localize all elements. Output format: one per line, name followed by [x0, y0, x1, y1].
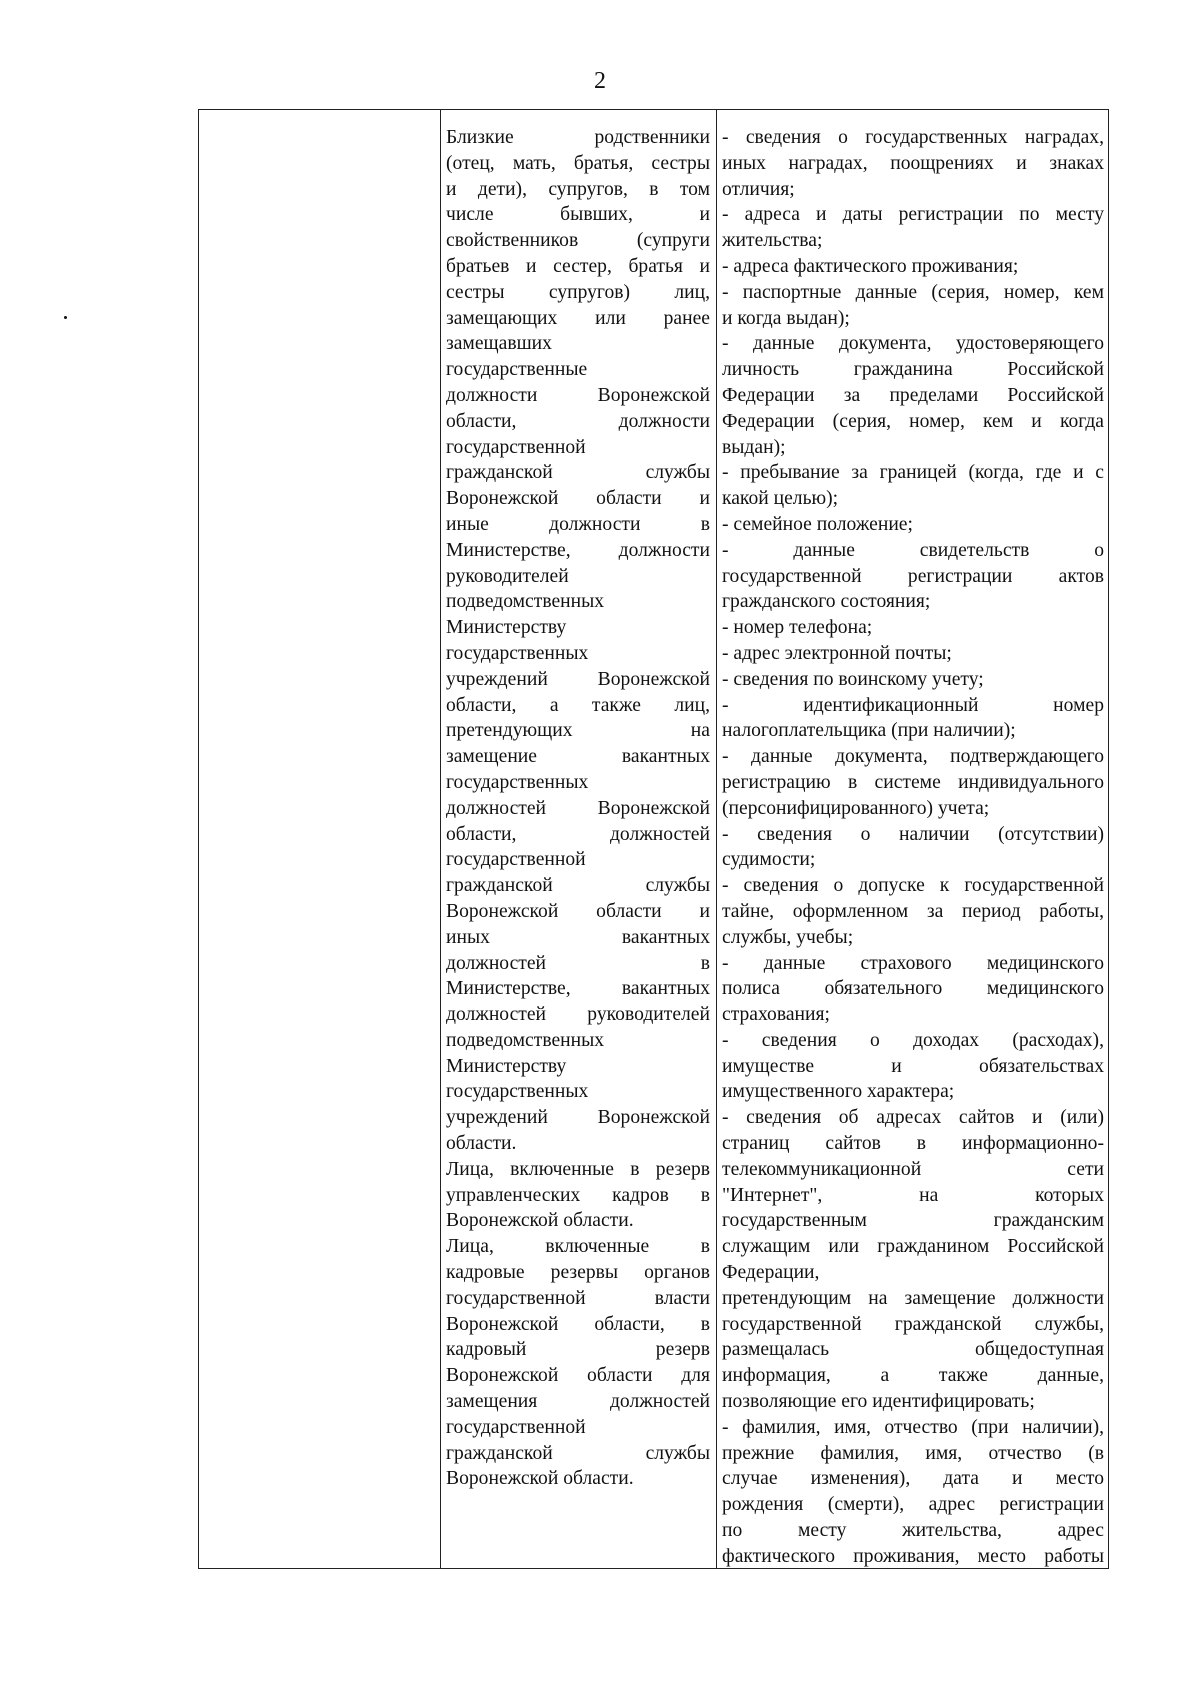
persons-text-line: руководителей	[446, 565, 569, 587]
data-text-line: - адрес электронной почты;	[722, 642, 952, 664]
data-text-line: - сведения по воинскому учету;	[722, 668, 984, 690]
data-text-line: рождения (смерти), адрес регистрации	[722, 1494, 1104, 1516]
persons-text-line: братьев и сестер, братья и	[446, 255, 710, 277]
data-text-line: государственной гражданской службы,	[722, 1313, 1104, 1335]
persons-text-line: управленческих кадров в	[446, 1184, 710, 1206]
data-text-line: служащим или гражданином Российской	[722, 1236, 1104, 1258]
data-text-line: налогоплательщика (при наличии);	[722, 720, 1016, 742]
persons-text-line: кадровые резервы органов	[446, 1262, 710, 1284]
data-text-line: жительства;	[722, 230, 823, 252]
data-text-line: - сведения о наличии (отсутствии)	[722, 823, 1104, 845]
data-text-line: прежние фамилия, имя, отчество (в	[722, 1442, 1104, 1464]
data-text-line: Федерации,	[722, 1262, 820, 1284]
data-column	[717, 110, 1108, 1568]
persons-text-line: замещавших	[446, 333, 552, 355]
data-text-line: отличия;	[722, 178, 795, 200]
persons-text-line: иные должности в	[446, 513, 710, 535]
persons-column	[441, 110, 717, 1568]
data-text-line: размещалась общедоступная	[722, 1339, 1104, 1361]
data-text-line: службы, учебы;	[722, 926, 854, 948]
persons-text-line: и дети), супругов, в том	[446, 178, 710, 200]
persons-text-line: должностей в	[446, 952, 710, 974]
data-text-line: Федерации (серия, номер, кем и когда	[722, 410, 1104, 432]
persons-text-line: области.	[446, 1133, 517, 1155]
persons-text-line: учреждений Воронежской	[446, 1107, 710, 1129]
data-text-line: фактического проживания, место работы	[722, 1545, 1104, 1567]
data-text-line: - сведения о доходах (расходах),	[722, 1029, 1104, 1051]
data-text-line: гражданского состояния;	[722, 591, 931, 613]
data-text-line: государственным гражданским	[722, 1210, 1104, 1232]
persons-text-line: Министерстве, вакантных	[446, 978, 710, 1000]
persons-text-line: замещающих или ранее	[446, 307, 710, 329]
data-text-line: - данные свидетельств о	[722, 539, 1104, 561]
data-text-line: регистрацию в системе индивидуального	[722, 771, 1104, 793]
document-table	[198, 109, 1109, 1569]
persons-text-line: Министерству	[446, 617, 567, 639]
persons-text-line: государственных	[446, 1081, 589, 1103]
persons-text-line: числе бывших, и	[446, 204, 710, 226]
persons-text-line: учреждений Воронежской	[446, 668, 710, 690]
data-text-line: иных наградах, поощрениях и знаках	[722, 152, 1104, 174]
data-text-line: имуществе и обязательствах	[722, 1055, 1104, 1077]
persons-text-line: Министерству	[446, 1055, 567, 1077]
data-text-line: какой целью);	[722, 488, 839, 510]
data-text-line: телекоммуникационной сети	[722, 1158, 1104, 1180]
data-text-line: - данные документа, подтверждающего	[722, 746, 1104, 768]
persons-text-line: гражданской службы	[446, 1442, 710, 1464]
persons-text-line: области, а также лиц,	[446, 694, 710, 716]
persons-text-line: Воронежской области, в	[446, 1313, 710, 1335]
persons-text-line: государственной власти	[446, 1287, 710, 1309]
data-text-line: - номер телефона;	[722, 617, 873, 639]
data-text-line: претендующим на замещение должности	[722, 1287, 1104, 1309]
persons-text-line: Воронежской области для	[446, 1365, 710, 1387]
data-text-line: - адреса фактического проживания;	[722, 255, 1019, 277]
data-text-line: по месту жительства, адрес	[722, 1520, 1104, 1542]
data-text-line: - паспортные данные (серия, номер, кем	[722, 281, 1104, 303]
persons-text-line: должностей руководителей	[446, 1004, 710, 1026]
persons-text-line: Воронежской области и	[446, 900, 710, 922]
persons-text-line: гражданской службы	[446, 875, 710, 897]
stray-mark	[64, 316, 67, 319]
data-text-line: выдан);	[722, 436, 786, 458]
data-text-line: тайне, оформленном за период работы,	[722, 900, 1104, 922]
persons-text-line: гражданской службы	[446, 462, 710, 484]
persons-text-line: замещение вакантных	[446, 746, 710, 768]
data-text-line: - сведения об адресах сайтов и (или)	[722, 1107, 1104, 1129]
persons-text-line: Министерстве, должности	[446, 539, 710, 561]
page-number: 2	[594, 68, 606, 94]
data-text-line: - данные документа, удостоверяющего	[722, 333, 1104, 355]
data-text-line: - данные страхового медицинского	[722, 952, 1104, 974]
data-text-line: - адреса и даты регистрации по месту	[722, 204, 1104, 226]
data-text-line: - фамилия, имя, отчество (при наличии),	[722, 1416, 1104, 1438]
persons-text-line: замещения должностей	[446, 1391, 710, 1413]
persons-text-line: Близкие родственники	[446, 127, 710, 148]
data-text-line: страниц сайтов в информационно-	[722, 1133, 1104, 1155]
data-text-line: - пребывание за границей (когда, где и с	[722, 462, 1104, 484]
persons-text-line: государственных	[446, 771, 589, 793]
persons-text-line: Лица, включенные в резерв	[446, 1158, 710, 1180]
persons-text-line: подведомственных	[446, 1029, 605, 1051]
persons-text-line: подведомственных	[446, 591, 605, 613]
data-text-line: личность гражданина Российской	[722, 359, 1104, 381]
data-text-line: позволяющие его идентифицировать;	[722, 1391, 1035, 1413]
persons-text-line: Воронежской области.	[446, 1468, 634, 1490]
data-text-line: - семейное положение;	[722, 513, 913, 535]
persons-text-line: государственных	[446, 642, 589, 664]
data-text-line: страхования;	[722, 1004, 830, 1026]
data-text-line: Федерации за пределами Российской	[722, 384, 1104, 406]
persons-text-line: государственной	[446, 1416, 586, 1438]
data-text-line: информация, а также данные,	[722, 1365, 1104, 1387]
persons-text-line: Воронежской области.	[446, 1210, 634, 1232]
data-text-line: полиса обязательного медицинского	[722, 978, 1104, 1000]
persons-text-line: государственной	[446, 849, 586, 871]
persons-text-line: иных вакантных	[446, 926, 710, 948]
data-text-line: - идентификационный номер	[722, 694, 1104, 716]
data-text-line: и когда выдан);	[722, 307, 850, 329]
data-text-line: "Интернет", на которых	[722, 1184, 1104, 1206]
persons-text-line: государственной	[446, 436, 586, 458]
persons-text-line: Лица, включенные в	[446, 1236, 710, 1258]
persons-text-line: должности Воронежской	[446, 384, 710, 406]
persons-text-line: государственные	[446, 359, 588, 381]
persons-text-line: сестры супругов) лиц,	[446, 281, 710, 303]
empty-column	[199, 110, 441, 1568]
data-text-line: случае изменения), дата и место	[722, 1468, 1104, 1490]
persons-text-line: (отец, мать, братья, сестры	[446, 152, 710, 174]
persons-text-line: Воронежской области и	[446, 488, 710, 510]
persons-text-line: кадровый резерв	[446, 1339, 710, 1361]
data-text-line: имущественного характера;	[722, 1081, 955, 1103]
data-text-line: - сведения о государственных наградах,	[722, 127, 1104, 148]
data-text-line: судимости;	[722, 849, 816, 871]
data-text-line: (персонифицированного) учета;	[722, 797, 990, 819]
persons-text-line: должностей Воронежской	[446, 797, 710, 819]
data-text-line: государственной регистрации актов	[722, 565, 1104, 587]
persons-text-line: области, должности	[446, 410, 710, 432]
persons-text-line: претендующих на	[446, 720, 710, 742]
persons-text-line: свойственников (супруги	[446, 230, 710, 252]
data-text-line: - сведения о допуске к государственной	[722, 875, 1104, 897]
persons-text-line: области, должностей	[446, 823, 710, 845]
